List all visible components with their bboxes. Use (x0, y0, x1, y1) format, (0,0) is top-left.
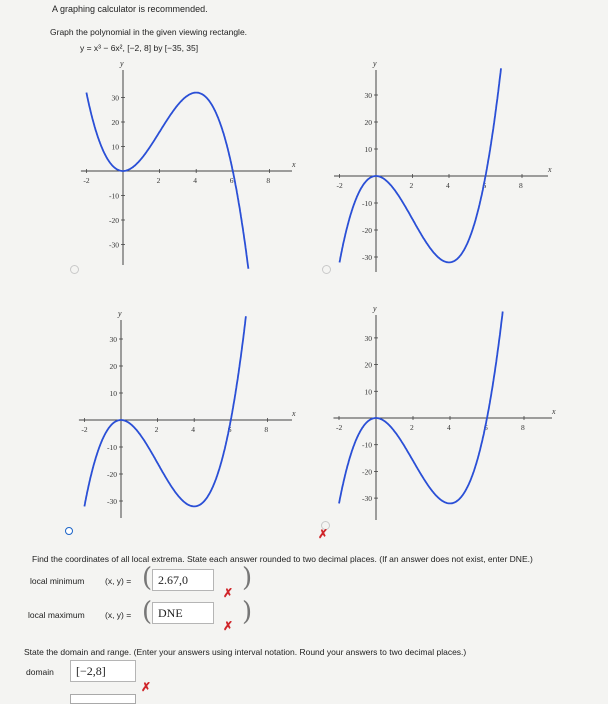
y-tick-label: 20 (111, 118, 119, 127)
y-tick-label: -30 (362, 494, 372, 504)
x-tick-label: -2 (81, 425, 88, 434)
y-tick-label: 30 (111, 93, 119, 103)
graph-panel-d (333, 304, 556, 520)
graph-panel-a (81, 59, 296, 269)
y-tick-label: -20 (362, 467, 372, 477)
y-axis-label: y (373, 304, 377, 313)
y-tick-label: 20 (364, 360, 372, 370)
x-tick-label: 6 (482, 181, 487, 190)
x-axis-label: x (548, 165, 552, 174)
x-tick-label: 2 (154, 425, 159, 434)
local-min-xy-prefix: (x, y) = (105, 576, 132, 586)
domain-input[interactable]: [−2,8] (70, 660, 136, 682)
graph-wrong-icon: ✗ (318, 527, 329, 541)
x-tick-label: 2 (409, 181, 414, 190)
local-max-close-paren: ) (242, 597, 253, 627)
x-tick-label: 4 (447, 423, 451, 432)
y-tick-label: -30 (109, 240, 119, 250)
y-axis-label: y (373, 59, 377, 68)
x-axis-label: x (292, 409, 296, 418)
x-axis-label: x (552, 407, 556, 416)
calculator-hint: A graphing calculator is recommended. (52, 4, 208, 14)
x-tick-label: 2 (156, 176, 161, 185)
x-tick-label: 8 (519, 181, 523, 190)
x-tick-label: -2 (336, 423, 343, 432)
x-tick-label: 4 (191, 425, 195, 434)
y-tick-label: 10 (109, 389, 117, 398)
radio-graph-c[interactable] (65, 527, 73, 535)
local-max-open-paren: ( (142, 597, 153, 627)
local-max-input[interactable]: DNE (152, 602, 214, 624)
y-tick-label: -30 (362, 253, 372, 262)
radio-graph-a[interactable] (70, 265, 79, 274)
y-axis-label: y (118, 309, 122, 318)
local-min-close-paren: ) (242, 563, 253, 593)
local-min-wrong-icon: ✗ (223, 586, 234, 600)
graph-panel-c (79, 309, 296, 518)
domain-wrong-icon: ✗ (141, 680, 152, 694)
x-tick-label: 4 (446, 181, 450, 190)
local-min-open-paren: ( (142, 563, 153, 593)
y-tick-label: 30 (109, 335, 117, 344)
y-tick-label: 30 (364, 333, 372, 343)
y-tick-label: 10 (111, 142, 119, 152)
graph-panel-b (334, 59, 552, 272)
local-max-label: local maximum (28, 610, 85, 620)
y-tick-label: 10 (364, 145, 372, 154)
local-min-input[interactable]: 2.67,0 (152, 569, 214, 591)
x-tick-label: 8 (266, 176, 271, 185)
y-tick-label: 10 (364, 387, 372, 397)
local-min-label: local minimum (30, 576, 85, 586)
x-tick-label: 4 (193, 176, 197, 185)
extrema-question: Find the coordinates of all local extrema. State each answer rounded to two decimal places. (If an answer does not exist, enter DNE.) (32, 554, 533, 564)
x-tick-label: 8 (264, 425, 269, 434)
x-axis-label: x (292, 160, 296, 169)
x-tick-label: 8 (521, 423, 525, 432)
y-tick-label: -10 (107, 443, 117, 452)
local-max-wrong-icon: ✗ (223, 619, 234, 633)
y-tick-label: -20 (107, 470, 117, 479)
y-tick-label: -30 (107, 497, 117, 506)
x-tick-label: 6 (227, 425, 232, 434)
y-tick-label: 30 (364, 91, 372, 100)
x-tick-label: 6 (229, 176, 234, 185)
radio-graph-b[interactable] (322, 265, 331, 274)
y-tick-label: -10 (109, 191, 119, 201)
equation-and-window: y = x³ − 6x², [−2, 8] by [−35, 35] (80, 43, 199, 53)
y-axis-label: y (120, 59, 124, 68)
x-tick-label: -2 (83, 176, 90, 185)
y-tick-label: -20 (109, 216, 119, 225)
question-instruction: Graph the polynomial in the given viewing rectangle. (50, 27, 248, 37)
range-input[interactable] (70, 694, 136, 704)
domain-range-question: State the domain and range. (Enter your answers using interval notation. Round your answers to two decimal places.) (24, 647, 467, 657)
y-tick-label: 20 (109, 362, 117, 371)
y-tick-label: -10 (362, 199, 372, 208)
x-tick-label: 6 (484, 423, 488, 432)
y-tick-label: -10 (362, 440, 372, 450)
local-max-xy-prefix: (x, y) = (105, 610, 132, 620)
y-tick-label: -20 (362, 226, 372, 235)
y-tick-label: 20 (364, 118, 372, 127)
x-tick-label: 2 (410, 423, 414, 432)
x-tick-label: -2 (336, 181, 343, 190)
domain-label: domain (26, 667, 54, 677)
